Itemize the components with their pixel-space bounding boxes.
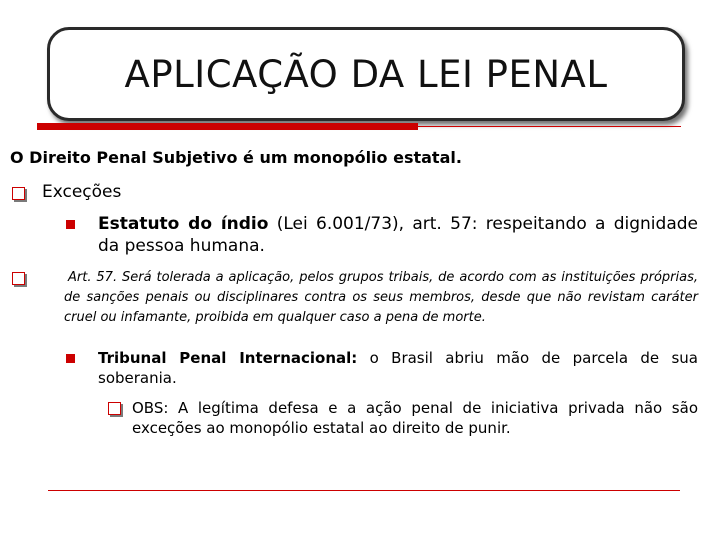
square-bullet-icon: [66, 354, 75, 363]
estatuto-rest: (Lei 6.001/73), art. 57: respeitando a dignidade da pessoa humana.: [98, 214, 698, 256]
tribunal-text: [98, 348, 698, 388]
excecoes-label: Exceções: [42, 182, 122, 202]
tribunal-bold: Tribunal Penal Internacional:: [98, 349, 358, 367]
heading-text: O Direito Penal Subjetivo é um monopólio estatal.: [10, 148, 462, 167]
box-bullet-icon: [12, 272, 25, 285]
tribunal-rest: o Brasil abriu mão de parcela de sua soberania.: [98, 349, 698, 387]
title-underline-bar: [37, 123, 418, 130]
obs-text: OBS: A legítima defesa e a ação penal de iniciativa privada não são exceções ao monopólio estatal ao direito de punir.: [132, 399, 698, 437]
bottom-divider: [48, 490, 680, 491]
title-box: [47, 27, 685, 121]
estatuto-bold: Estatuto do índio: [98, 214, 269, 234]
title-underline-thin: [418, 126, 681, 127]
square-bullet-icon: [66, 220, 75, 229]
art57-text: Art. 57. Será tolerada a aplicação, pelos grupos tribais, de acordo com as instituições próprias, de sanções penais ou disciplinares contra os seus membros, desde que não revistam caráter cruel ou infamante, proibida em qualquer caso a pena de morte.: [64, 270, 698, 325]
box-bullet-icon: [12, 187, 25, 200]
box-bullet-icon: [108, 402, 121, 415]
slide-title: APLICAÇÃO DA LEI PENAL: [124, 52, 608, 96]
estatuto-text: [98, 213, 698, 257]
